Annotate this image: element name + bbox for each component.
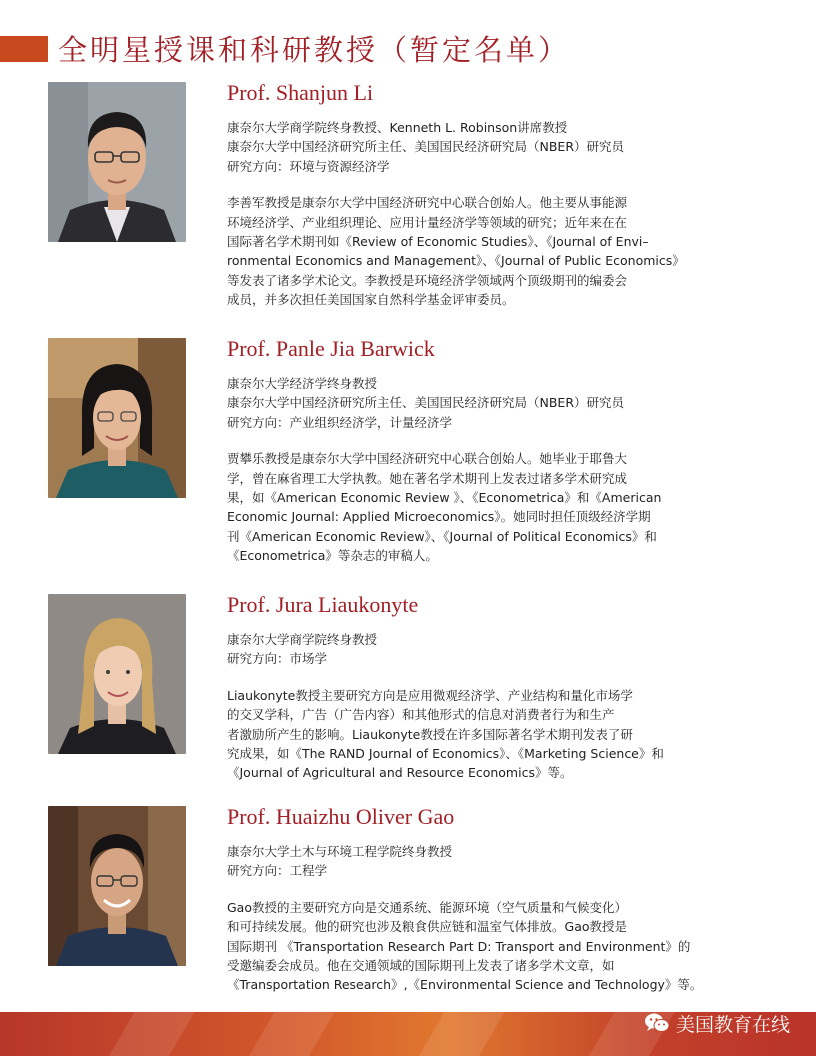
bio-line: 受邀编委会成员。他在交通领域的国际期刊上发表了诸多学术文章，如 <box>227 958 615 974</box>
portrait-photo <box>48 594 186 754</box>
info-line: 研究方向：市场学 <box>227 651 328 667</box>
bio-line: 学，曾在麻省理工大学执教。她在著名学术期刊上发表过诸多学术研究成 <box>227 470 628 486</box>
portrait-photo <box>48 806 186 966</box>
bio-line: 者激励所产生的影响。Liaukonyte教授在许多国际著名学术期刊发表了研 <box>227 726 633 742</box>
bio-line: 贾攀乐教授是康奈尔大学中国经济研究中心联合创始人。她毕业于耶鲁大 <box>227 451 628 467</box>
info-line: 康奈尔大学商学院终身教授 <box>227 632 378 647</box>
bio-line: 的交叉学科，广告（广告内容）和其他形式的信息对消费者行为和生产 <box>227 707 615 723</box>
bio-line: 成员，并多次担任美国国家自然科学基金评审委员。 <box>227 292 515 308</box>
info-line: 康奈尔大学经济学终身教授 <box>227 376 378 391</box>
bio-line: ronmental Economics and Management》、《Journal of Public Economics》 <box>227 253 685 269</box>
bio-line: 李善军教授是康奈尔大学中国经济研究中心联合创始人。他主要从事能源 <box>227 195 628 211</box>
info-line: 康奈尔大学商学院终身教授、Kenneth L. Robinson讲席教授 <box>227 120 568 135</box>
info-line: 康奈尔大学土木与环境工程学院终身教授 <box>227 844 453 859</box>
title-accent-bar <box>0 36 48 62</box>
info-line: 研究方向：工程学 <box>227 863 328 879</box>
professor-name: Prof. Jura Liaukonyte <box>227 592 419 617</box>
info-line: 研究方向：产业组织经济学，计量经济学 <box>227 414 453 430</box>
bio-line: 和可持续发展。他的研究也涉及粮食供应链和温室气体排放。Gao教授是 <box>227 919 627 935</box>
bio-line: Gao教授的主要研究方向是交通系统、能源环境（空气质量和气候变化） <box>227 899 627 915</box>
professor-name: Prof. Shanjun Li <box>227 80 374 105</box>
profile-text <box>227 336 747 566</box>
bio-line: 《Journal of Agricultural and Resource Economics》等。 <box>227 765 573 781</box>
bio-line: Economic Journal: Applied Microeconomics》。她同时担任顶级经济学期 <box>227 509 651 525</box>
info-line: 研究方向：环境与资源经济学 <box>227 158 390 174</box>
profile-text <box>227 80 747 310</box>
professor-name: Prof. Huaizhu Oliver Gao <box>227 804 455 829</box>
bio-line: 《Econometrica》等杂志的审稿人。 <box>227 548 438 564</box>
watermark-text: 美国教育在线 <box>675 1013 790 1036</box>
bio-line: Liaukonyte教授主要研究方向是应用微观经济学、产业结构和量化市场学 <box>227 687 633 703</box>
professor-name: Prof. Panle Jia Barwick <box>227 336 435 361</box>
bio-line: 国际著名学术期刊如《Review of Economic Studies》、《Journal of Envi– <box>227 234 649 250</box>
bio-line: 刊《American Economic Review》、《Journal of Political Economics》和 <box>227 528 657 544</box>
bio-line: 果，如《American Economic Review 》、《Econometrica》和《American <box>227 490 662 506</box>
watermark <box>644 1008 790 1038</box>
profile-text <box>227 592 747 783</box>
info-line: 康奈尔大学中国经济研究所主任、美国国民经济研究局（NBER）研究员 <box>227 395 625 411</box>
info-line: 康奈尔大学中国经济研究所主任、美国国民经济研究局（NBER）研究员 <box>227 139 625 155</box>
bio-line: 究成果，如《The RAND Journal of Economics》、《Marketing Science》和 <box>227 746 664 762</box>
profile-text <box>227 804 747 995</box>
bio-line: 等发表了诸多学术论文。李教授是环境经济学领域两个顶级期刊的编委会 <box>227 272 628 288</box>
portrait-photo <box>48 82 186 242</box>
wechat-icon <box>644 1012 670 1034</box>
bio-line: 国际期刊 《Transportation Research Part D: Transport and Environment》的 <box>227 938 691 954</box>
page-title: 全明星授课和科研教授（暂定名单） <box>58 33 571 67</box>
bio-line: 《Transportation Research》,《Environmental Science and Technology》等。 <box>227 977 703 993</box>
bio-line: 环境经济学、产业组织理论、应用计量经济学等领域的研究；近年来在在 <box>227 214 628 230</box>
portrait-photo <box>48 338 186 498</box>
